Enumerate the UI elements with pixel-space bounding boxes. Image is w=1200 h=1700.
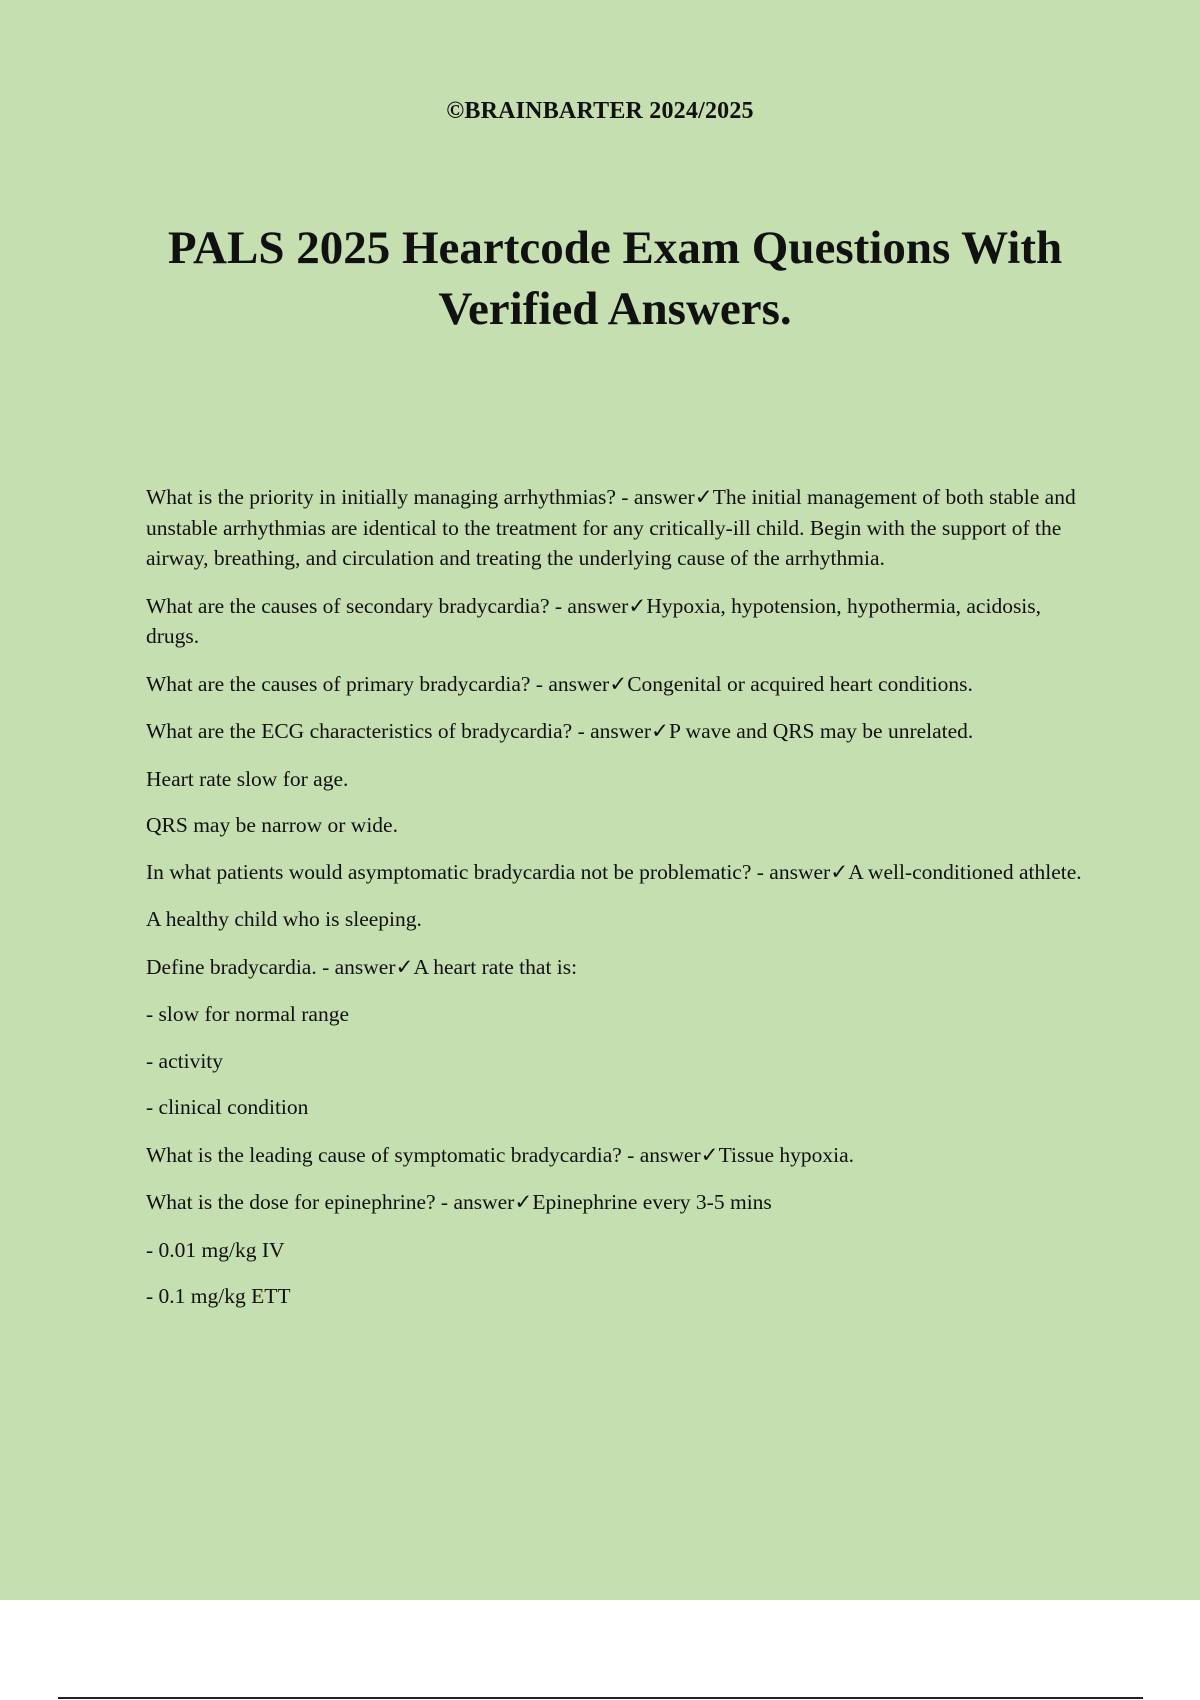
qa-paragraph: In what patients would asymptomatic bradycardia not be problematic? - answer✓A well-conditioned athlete. — [146, 859, 1082, 884]
qa-paragraph: A healthy child who is sleeping. — [146, 907, 422, 931]
qa-paragraph: QRS may be narrow or wide. — [146, 813, 398, 837]
qa-paragraph: What is the priority in initially managing arrhythmias? - answer✓The initial management of both stable and unstable arrhythmias are identical to the treatment for any critically-ill child. Begin with the support of the airway, breathing, and circulation and treating the underlying cause of the arrhythmia. — [146, 485, 1076, 570]
qa-list-item: - 0.1 mg/kg ETT — [146, 1284, 291, 1308]
qa-list-item: - activity — [146, 1048, 224, 1073]
qa-paragraph: What are the causes of secondary bradycardia? - answer✓Hypoxia, hypotension, hypothermia, acidosis, drugs. — [146, 593, 1042, 648]
qa-paragraph: What is the leading cause of symptomatic bradycardia? - answer✓Tissue hypoxia. — [146, 1142, 855, 1167]
footer-divider — [58, 1697, 1143, 1699]
qa-content — [146, 482, 1086, 1329]
qa-paragraph: What is the dose for epinephrine? - answer✓Epinephrine every 3-5 mins — [146, 1190, 772, 1214]
document-title-line-2: Verified Answers. — [438, 283, 792, 335]
qa-paragraph: What are the ECG characteristics of bradycardia? - answer✓P wave and QRS may be unrelated. — [146, 719, 974, 743]
qa-paragraph: Heart rate slow for age. — [146, 766, 349, 791]
qa-paragraph: Define bradycardia. - answer✓A heart rate that is: — [146, 954, 578, 979]
document-title-line-1: PALS 2025 Heartcode Exam Questions With — [167, 222, 1063, 274]
document-title — [120, 218, 1110, 340]
qa-list-item: - clinical condition — [146, 1095, 309, 1119]
qa-list-item: - slow for normal range — [146, 1002, 349, 1026]
copyright-header: ©BRAINBARTER 2024/2025 — [446, 98, 754, 124]
qa-paragraph: What are the causes of primary bradycardia? - answer✓Congenital or acquired heart conditions. — [146, 671, 973, 696]
qa-list-item: - 0.01 mg/kg IV — [146, 1237, 285, 1262]
